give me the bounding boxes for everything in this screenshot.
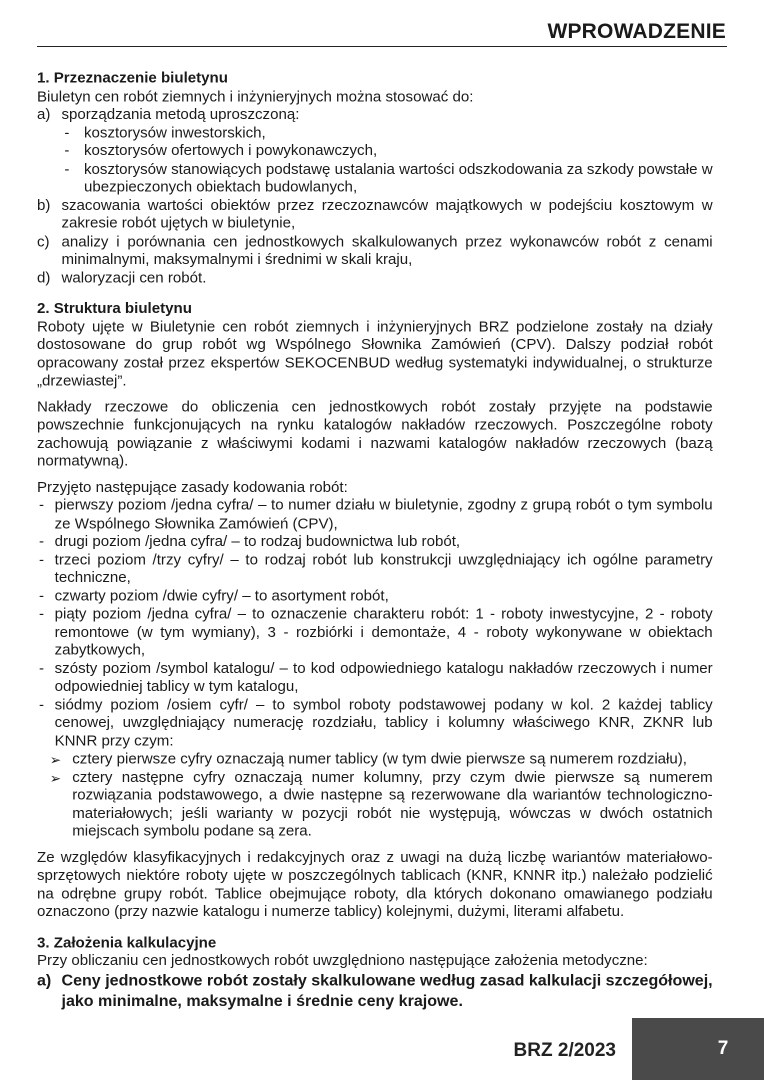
section-3-heading: 3. Założenia kalkulacyjne [37,934,217,951]
section-2-paragraph: Nakłady rzeczowe do obliczenia cen jednostkowych robót zostały przyjęte na podstawie powszechnie funkcjonujących na rynku katalogów nakładów rzeczowych. Poszczególne roboty zachowują powiązanie z właściwymi kodami i nazwami katalogów nakładów rzeczowych (bazą normatywną). [37,398,713,470]
section-2-paragraph: Ze względów klasyfikacyjnych i redakcyjnych oraz z uwagi na dużą liczbę wariantów materiałowo-sprzętowych niektóre roboty ujęte w poszczególnych tablicach (KNR, KNNR itp.) należało podzielić na odrębne grupy robót. Tablice obejmujące roboty, dla których dokonano omawianego podziału oznaczono (przy nazwie katalogu i numerze tablicy) kolejnymi, dużymi, literami alfabetu. [37,848,713,920]
list-item-d: d) waloryzacji cen robót. [37,269,207,286]
page-header-title: WPROWADZENIE [547,20,726,43]
list-item-b: b) szacowania wartości obiektów przez rzeczoznawców majątkowych w podejściu kosztowym w zakresie robót ujętych w biuletynie, [37,196,713,232]
list-item-c: c) analizy i porównania cen jednostkowych skalkulowanych przez wykonawców robót z cenami minimalnymi, maksymalnymi i średnimi w skali kraju, [37,233,713,268]
page-content [37,70,713,1012]
coding-level-item: - drugi poziom /jedna cyfra/ – to rodzaj budownictwa lub robót, [38,533,461,550]
coding-level-item: - pierwszy poziom /jedna cyfra/ – to numer działu w biuletynie, zgodny z grupą robót o tym symbolu ze Wspólnego Słownika Zamówień (CPV), [38,496,713,532]
page-number-box [632,1018,764,1080]
coding-level-item: - siódmy poziom /osiem cyfr/ – to symbol roboty podstawowej podany w kol. 2 każdej tablicy cenowej, uwzględniający numerację rozdziału, tablicy i kolumny właściwego KNR, ZKNR lub KNNR przy czym: [38,696,713,750]
page-number: 7 [717,1038,729,1059]
section-2-paragraph: Roboty ujęte w Biuletynie cen robót ziemnych i inżynieryjnych BRZ podzielone zostały na działy dostosowane do grup robót wg Wspólnego Słownika Zamówień (CPV). Dalszy podział robót opracowany został przez ekspertów SEKOCENBUD według systematyki indywidualnej, o strukturze „drzewiastej”. [37,318,713,390]
coding-level-item: - piąty poziom /jedna cyfra/ – to oznaczenie charakteru robót: 1 - roboty inwestycyjne, 2 - roboty remontowe (w tym wymiany), 3 - rozbiórki i demontaże, 4 - roboty wykonywane w obiektach zabytkowych, [38,605,713,659]
coding-level-item: - czwarty poziom /dwie cyfry/ – to asortyment robót, [38,587,389,605]
arrow-bullet-item: ➢ cztery pierwsze cyfry oznaczają numer tablicy (w tym dwie pierwsze są numerem rozdziału), [49,750,687,768]
coding-level-item: - szósty poziom /symbol katalogu/ – to kod odpowiedniego katalogu nakładów rzeczowych i numer odpowiedniej tablicy w tym katalogu, [38,659,713,695]
list-subitem: - kosztorysów ofertowych i powykonawczych, [64,142,378,160]
section-3-intro: Przy obliczaniu cen jednostkowych robót uwzględniono następujące założenia metodyczne: [37,952,648,969]
arrow-bullet-icon: ➢ [49,751,62,768]
section-2-heading: 2. Struktura biuletynu [37,300,192,317]
list-item-a-bold: a) Ceny jednostkowe robót zostały skalkulowane według zasad kalkulacji szczegółowej, jako minimalne, maksymalne i średnie ceny krajowe. [37,971,713,1010]
list-subitem: - kosztorysów inwestorskich, [64,124,266,141]
coding-level-item: - trzeci poziom /trzy cyfry/ – to rodzaj robót lub konstrukcji uwzględniający ich ogólne parametry techniczne, [38,551,713,587]
section-2-paragraph: Przyjęto następujące zasady kodowania robót: [37,478,348,496]
section-1-intro: Biuletyn cen robót ziemnych i inżynieryjnych można stosować do: [37,88,474,105]
list-item-a: a) sporządzania metodą uproszczoną: [37,106,300,123]
bulletin-code: BRZ 2/2023 [513,1040,616,1061]
section-1-heading: 1. Przeznaczenie biuletynu [37,70,228,87]
list-subitem: - kosztorysów stanowiących podstawę ustalania wartości odszkodowania za szkody powstałe w ubezpieczonych obiektach budowlanych, [64,160,713,196]
arrow-bullet-icon: ➢ [49,769,62,786]
arrow-bullet-item: ➢ cztery następne cyfry oznaczają numer kolumny, przy czym dwie pierwsze są numerem rozwiązania podstawowego, a dwie następne są rezerwowane dla wariantów technologiczno-materiałowych; jeśli warianty w pozycji robót nie występują, wówczas w dwóch ostatnich miejscach symbolu podane są zera. [49,768,713,840]
header-rule [37,46,727,47]
